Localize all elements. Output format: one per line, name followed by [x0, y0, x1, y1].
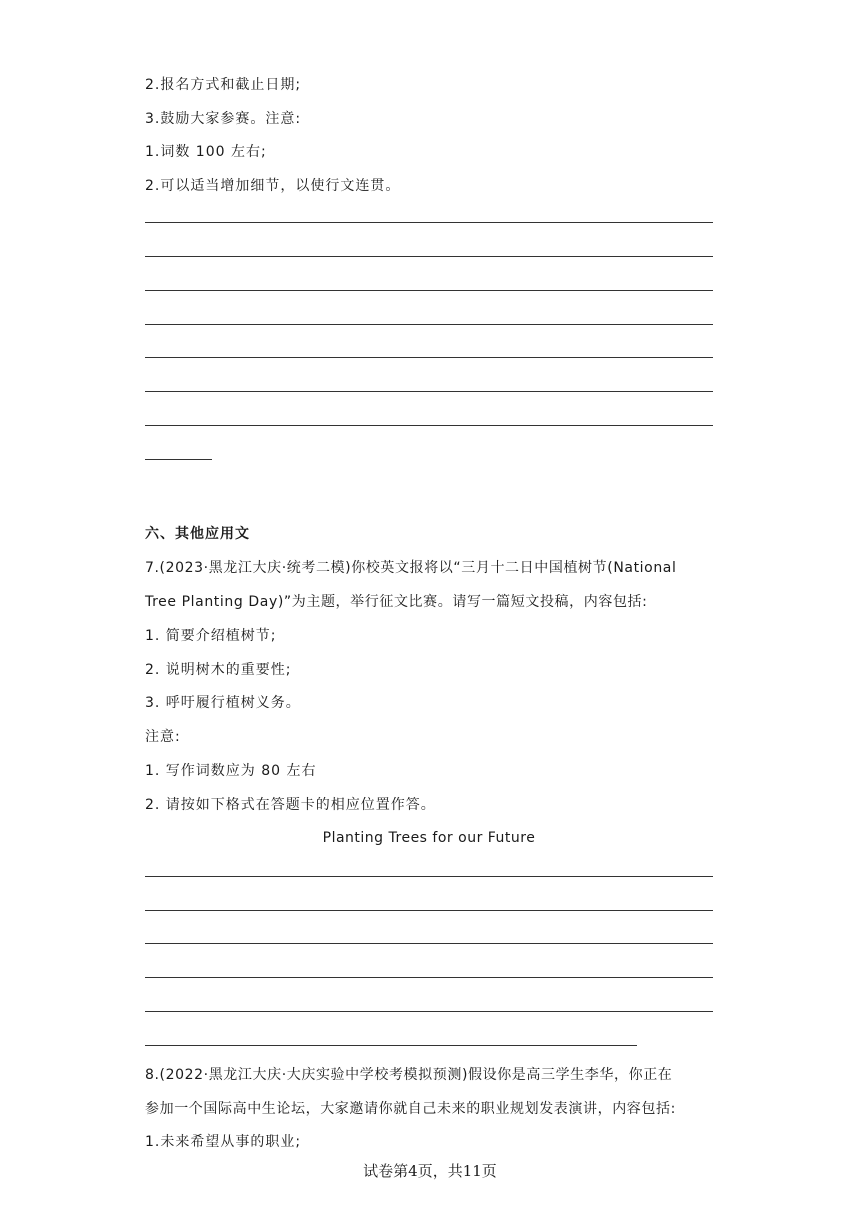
answer-line[interactable]: [145, 459, 212, 460]
q8-line2: 参加一个国际高中生论坛，大家邀请你就自己未来的职业规划发表演讲，内容包括:: [145, 1101, 676, 1117]
section-title: 六、其他应用文: [145, 526, 250, 542]
q8-line1: 8.(2022·黑龙江大庆·大庆实验中学校考模拟预测)假设你是高三学生李华，你正在: [145, 1067, 673, 1083]
q7-note-1: 1. 写作词数应为 80 左右: [145, 763, 317, 779]
answer-line[interactable]: [145, 324, 713, 325]
top-item-2: 3.鼓励大家参赛。注意:: [145, 111, 302, 127]
answer-line[interactable]: [145, 290, 713, 291]
essay-title: Planting Trees for our Future: [322, 830, 536, 846]
answer-line[interactable]: [145, 910, 713, 911]
q7-item-1: 1. 简要介绍植树节;: [145, 628, 277, 644]
q7-line1: 7.(2023·黑龙江大庆·统考二模)你校英文报将以“三月十二日中国植树节(National: [145, 560, 677, 576]
answer-line[interactable]: [145, 977, 713, 978]
answer-line[interactable]: [145, 391, 713, 392]
q7-note-2: 2. 请按如下格式在答题卡的相应位置作答。: [145, 797, 436, 813]
answer-line[interactable]: [145, 876, 713, 877]
answer-line[interactable]: [145, 425, 713, 426]
q7-item-2: 2. 说明树木的重要性;: [145, 662, 292, 678]
q8-item-1: 1.未来希望从事的职业;: [145, 1134, 302, 1150]
page-footer: 试卷第4页，共11页: [363, 1162, 497, 1180]
answer-line[interactable]: [145, 943, 713, 944]
answer-line[interactable]: [145, 1011, 713, 1012]
q7-note-label: 注意:: [145, 729, 181, 745]
q7-item-3: 3. 呼吁履行植树义务。: [145, 695, 301, 711]
answer-line[interactable]: [145, 222, 713, 223]
q7-line2: Tree Planting Day)”为主题，举行征文比赛。请写一篇短文投稿，内容包括:: [145, 594, 648, 610]
top-item-1: 2.报名方式和截止日期;: [145, 77, 302, 93]
answer-line[interactable]: [145, 256, 713, 257]
top-item-4: 2.可以适当增加细节，以使行文连贯。: [145, 178, 401, 194]
answer-line[interactable]: [145, 357, 713, 358]
answer-line[interactable]: [145, 1045, 637, 1046]
top-item-3: 1.词数 100 左右;: [145, 144, 267, 160]
